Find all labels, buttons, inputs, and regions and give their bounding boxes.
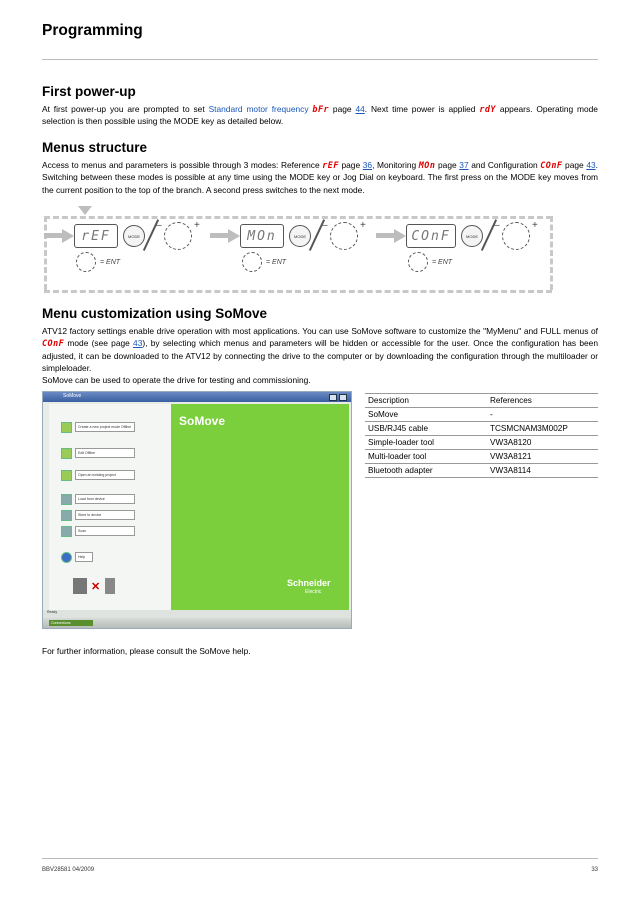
plus-label: + [532, 220, 538, 231]
minimize-icon[interactable] [329, 394, 337, 401]
display-conf: COnF [406, 224, 456, 248]
open-project-icon [61, 470, 72, 481]
mode-key[interactable]: MODE [289, 225, 311, 247]
row-description: USB/RJ45 cable [365, 422, 487, 436]
code-conf: COnF [42, 338, 65, 349]
status-bar [43, 610, 351, 618]
table-header-row [365, 394, 598, 408]
jog-dial-push-icon[interactable] [408, 252, 428, 272]
row-reference: VW3A8120 [487, 436, 598, 450]
edit-offline-icon [61, 448, 72, 459]
code-bfr: bFr [312, 104, 330, 114]
jog-dial-push-icon[interactable] [76, 252, 96, 272]
minus-label: – [494, 220, 500, 231]
connections-button[interactable]: Connections [49, 620, 93, 626]
jog-dial-icon[interactable] [502, 222, 530, 250]
footer-divider [42, 858, 598, 859]
store-device-icon [61, 510, 72, 521]
edit-offline-button[interactable]: Edit Offline [75, 448, 135, 458]
code-rdy: rdY [479, 104, 496, 114]
header-description: Description [365, 394, 487, 408]
display-ref: rEF [74, 224, 118, 248]
code-mon: MOn [418, 160, 436, 170]
row-description: Simple-loader tool [365, 436, 487, 450]
drive-icon [73, 578, 87, 594]
new-project-icon [61, 422, 72, 433]
ent-label: = ENT [266, 259, 287, 266]
customization-text: ATV12 factory settings enable drive operation with most applications. You can use SoMove software to customize the "MyMenu" and FULL menus of COnF mode (see page 43), by selecting which menus and parameters will be hidden or accessible for the user. Once the configuration has been adjusted, it can be downloaded to the ATV12 by connecting the drive to the computer or by downloading the configuration through the multiloader or simpleloader. SoMove can be used to operate the drive for testing and commissioning. [42, 326, 598, 386]
load-from-device-button[interactable]: Load from device [75, 494, 135, 504]
table-row [365, 464, 598, 478]
ent-label: = ENT [432, 259, 453, 266]
divider [42, 59, 598, 60]
row-reference: VW3A8114 [487, 464, 598, 478]
somove-screenshot [42, 391, 352, 629]
row-description: Bluetooth adapter [365, 464, 487, 478]
table-row [365, 422, 598, 436]
entry-arrow-icon [78, 206, 92, 215]
menu-navigation-diagram [42, 206, 598, 298]
scan-icon [61, 526, 72, 537]
arrow-right-icon [62, 229, 74, 243]
page-link-36[interactable]: 36 [362, 160, 373, 170]
section-heading-first-power-up: First power-up [42, 84, 136, 99]
row-reference: VW3A8121 [487, 450, 598, 464]
create-project-button[interactable]: Create a new project mode Offline [75, 422, 135, 432]
jog-dial-icon[interactable] [164, 222, 192, 250]
standard-motor-frequency-link[interactable]: Standard motor frequency [208, 104, 309, 114]
window-titlebar [43, 392, 351, 402]
references-table [365, 393, 598, 478]
table-row [365, 450, 598, 464]
section-heading-menus-structure: Menus structure [42, 140, 148, 155]
plus-label: + [194, 220, 200, 231]
load-device-icon [61, 494, 72, 505]
row-reference: TCSMCNAM3M002P [487, 422, 598, 436]
page-link-43[interactable]: 43 [133, 338, 143, 349]
plus-label: + [360, 220, 366, 231]
disconnected-icon: ✕ [91, 581, 101, 593]
store-to-device-button[interactable]: Store to device [75, 510, 135, 520]
doc-reference: BBV28581 04/2009 [42, 867, 95, 873]
page-number: 33 [591, 867, 598, 873]
page-link-37[interactable]: 37 [459, 160, 469, 170]
code-conf: COnF [540, 160, 563, 170]
minus-label: – [322, 220, 328, 231]
close-icon[interactable] [339, 394, 347, 401]
page-title: Programming [42, 22, 143, 39]
minus-label: – [156, 220, 162, 231]
jog-dial-icon[interactable] [330, 222, 358, 250]
table-row [365, 408, 598, 422]
arrow-right-icon [394, 229, 406, 243]
window-title: SoMove [63, 393, 82, 399]
mode-key[interactable]: MODE [461, 225, 483, 247]
mode-key[interactable]: MODE [123, 225, 145, 247]
first-power-up-text: At first power-up you are prompted to set Standard motor frequency bFr page 44. Next time power is applied rdY appears. Operating mode selection is then possible using the MODE key as detailed below. [42, 104, 598, 127]
page-link-44[interactable]: 44 [355, 104, 365, 114]
row-description: SoMove [365, 408, 487, 422]
section-heading-customization: Menu customization using SoMove [42, 306, 268, 321]
jog-dial-push-icon[interactable] [242, 252, 262, 272]
display-mon: MOn [240, 224, 284, 248]
row-reference: - [487, 408, 598, 422]
help-icon [61, 552, 72, 563]
code-ref: rEF [322, 160, 339, 170]
further-info-text: For further information, please consult the SoMove help. [42, 646, 251, 656]
brand-logo: Schneider [287, 578, 331, 588]
table-row [365, 436, 598, 450]
arrow-right-icon [228, 229, 240, 243]
help-button[interactable]: Help [75, 552, 93, 562]
status-text: Ready [47, 610, 58, 614]
menus-structure-text: Access to menus and parameters is possible through 3 modes: Reference rEF page 36, Monitoring MOn page 37 and Configuration COnF page 43. Switching between these modes is possible at any time using the MODE key or Jog Dial on keyboard. The first press on the MODE key moves from the current position to the top of the branch. A second press switches to the next mode. [42, 160, 598, 195]
open-project-button[interactable]: Open an existing project [75, 470, 135, 480]
row-description: Multi-loader tool [365, 450, 487, 464]
scan-button[interactable]: Scan [75, 526, 135, 536]
header-references: References [487, 394, 598, 408]
brand-logo-sub: Electric [305, 589, 322, 595]
ent-label: = ENT [100, 259, 121, 266]
page-link-43[interactable]: 43 [586, 160, 596, 170]
product-name: SoMove [179, 414, 226, 428]
pc-icon [105, 578, 115, 594]
